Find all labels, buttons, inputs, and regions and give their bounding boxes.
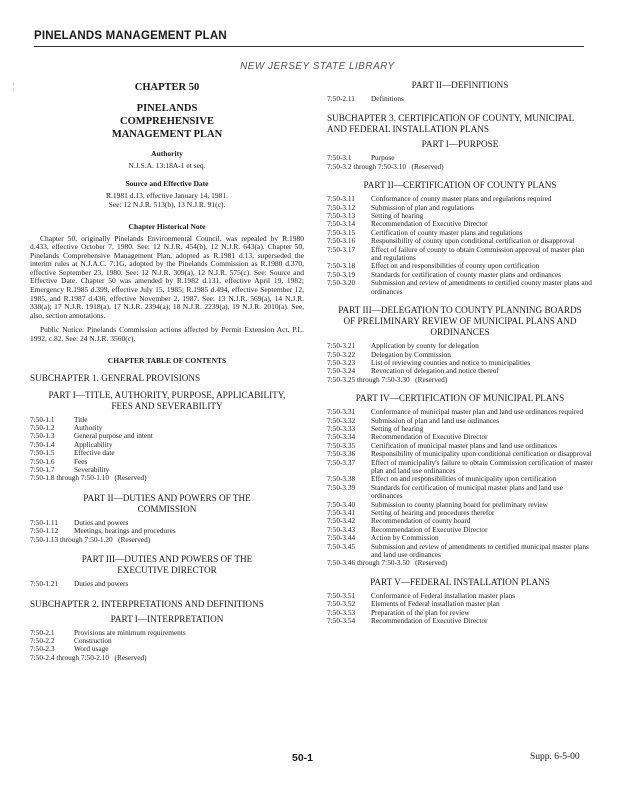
toc-entry-title: Submission of plan and land use ordinances bbox=[371, 415, 500, 425]
toc-entry-title: Fees bbox=[74, 456, 88, 466]
history-heading: Chapter Historical Note bbox=[128, 221, 206, 231]
toc-entry-title: Duties and powers bbox=[74, 517, 129, 527]
authority-citation: N.J.S.A. 13:18A-1 et seq. bbox=[128, 161, 206, 170]
toc-entry-title: Certification of municipal master plans and land use ordinances bbox=[371, 440, 558, 450]
toc-entry bbox=[30, 432, 304, 440]
left-column bbox=[30, 78, 304, 662]
toc-entry-number: 7:50-1.4 bbox=[30, 439, 55, 449]
toc-entry-title: Conformance of county master plans and regulations required bbox=[371, 194, 552, 204]
toc-entry-title: Submission of plan and regulations bbox=[371, 202, 474, 212]
toc-entry bbox=[30, 637, 304, 645]
toc-entry-title: General purpose and intent bbox=[74, 431, 153, 441]
toc-entry-number: 7:50-3.32 bbox=[327, 415, 356, 425]
toc-entry-title: Action by Commission bbox=[371, 533, 439, 543]
toc-entry-title: Responsibility of municipality upon conditional certification or disapproval bbox=[371, 449, 592, 459]
toc-entry-number: 7:50-3.42 bbox=[327, 516, 356, 526]
toc-entry-title: List of reviewing counties and notice to municipalities bbox=[371, 357, 531, 367]
toc-entry-number: 7:50-2.11 bbox=[327, 94, 355, 103]
toc-entry-number: 7:50-1.1 bbox=[30, 414, 55, 424]
toc-entry-number: 7:50-3.35 bbox=[327, 440, 356, 450]
toc-entry bbox=[327, 484, 593, 501]
toc-entry bbox=[327, 246, 593, 263]
toc-entry-title: Recommendation of Executive Director bbox=[371, 219, 488, 229]
toc-entry bbox=[327, 95, 593, 103]
toc-entry-number: 7:50-3.53 bbox=[327, 607, 356, 617]
source-heading: Source and Effective Date bbox=[125, 178, 209, 188]
sub3-part5-entries bbox=[327, 592, 593, 626]
sub3-part1-range: 7:50-3.2 through 7:50-3.10 (Reserved) bbox=[327, 161, 444, 171]
sub1-part3-heading: PART III—DUTIES AND POWERS OF THE EXECUTIVE DIRECTOR bbox=[81, 554, 253, 576]
toc-entry bbox=[30, 458, 304, 466]
toc-entry-title: Applicability bbox=[74, 439, 113, 449]
toc-entry bbox=[30, 441, 304, 449]
toc-entry-title: Setting of hearing and procedures therefor bbox=[371, 508, 495, 517]
sub3-part4-range: 7:50-3.46 through 7:50-3.50 (Reserved) bbox=[327, 558, 448, 568]
sub1-part2-range: 7:50-1.13 through 7:50-1.20 (Reserved) bbox=[30, 534, 151, 544]
sub3-part1-heading: PART I—PURPOSE bbox=[421, 139, 499, 150]
toc-entry bbox=[30, 449, 304, 457]
toc-entry-number: 7:50-3.16 bbox=[327, 236, 356, 246]
sub2-part2-heading: PART II—DEFINITIONS bbox=[411, 80, 509, 90]
toc-entry-title: Responsibility of county upon conditional certification or disapproval bbox=[371, 236, 575, 246]
toc-entry-title: Effect of failure of county to obtain Commission approval of master plan and regulations bbox=[371, 244, 585, 263]
toc-entry-title: Effect on and responsibilities of municipality upon certification bbox=[371, 474, 557, 484]
toc-heading: CHAPTER TABLE OF CONTENTS bbox=[107, 355, 227, 365]
toc-entry-title: Severability bbox=[74, 465, 110, 475]
authority-heading: Authority bbox=[151, 149, 183, 158]
toc-entry-number: 7:50-1.5 bbox=[30, 448, 55, 458]
sub3-part3-entries bbox=[327, 342, 593, 376]
source-see-line: See: 12 N.J.R. 513(b), 13 N.J.R. 91(c). bbox=[108, 200, 226, 209]
toc-entry-title: Submission and review of amendments to certified municipal master plans and land use ordinances bbox=[371, 541, 589, 560]
sub3-part3-heading: PART III—DELEGATION TO COUNTY PLANNING BOARDS OF PRELIMINARY REVIEW OF MUNICIPAL PLANS AND ORDINANCES bbox=[338, 305, 582, 338]
sub2-part1-heading: PART I—INTERPRETATION bbox=[110, 613, 224, 624]
sub1-part2-heading: PART II—DUTIES AND POWERS OF THE COMMISSION bbox=[83, 492, 251, 514]
toc-entry-title: Recommendation of county board bbox=[371, 516, 471, 526]
toc-entry-number: 7:50-3.37 bbox=[327, 457, 356, 467]
toc-entry-number: 7:50-1.3 bbox=[30, 431, 55, 441]
toc-entry-title: Word usage bbox=[74, 644, 109, 654]
sub2-part1-range: 7:50-2.4 through 7:50-2.10 (Reserved) bbox=[30, 652, 147, 662]
public-notice: Public Notice: Pinelands Commission actions affected by Permit Extension Act, P.L. 1992, c.82. See: 24 N.J.R. 3560(c). bbox=[30, 325, 304, 344]
toc-entry-number: 7:50-3.43 bbox=[327, 524, 356, 534]
sub1-part1-entries bbox=[30, 416, 304, 475]
toc-entry-number: 7:50-3.38 bbox=[327, 474, 356, 484]
right-column bbox=[327, 78, 593, 625]
toc-entry bbox=[30, 629, 304, 637]
toc-entry-title: Setting of hearing bbox=[371, 423, 424, 433]
toc-entry-title: Certification of county master plans and regulations bbox=[371, 227, 523, 237]
toc-entry-number: 7:50-3.17 bbox=[327, 244, 356, 254]
toc-entry-title: Effect of municipality's failure to obtain Commission certification of master plan and land use ordinances bbox=[371, 457, 593, 475]
toc-entry bbox=[30, 424, 304, 432]
toc-entry-title: Authority bbox=[74, 423, 103, 433]
toc-entry-number: 7:50-2.2 bbox=[30, 635, 55, 645]
toc-entry-number: 7:50-3.18 bbox=[327, 261, 356, 271]
toc-entry-number: 7:50-3.12 bbox=[327, 202, 356, 212]
toc-entry bbox=[327, 204, 593, 212]
toc-entry-title: Conformance of municipal master plan and land use ordinances required bbox=[371, 407, 584, 417]
toc-entry-number: 7:50-3.13 bbox=[327, 211, 356, 221]
sub2-part2-entries bbox=[327, 95, 593, 103]
history-note: Chapter 50, originally Pinelands Environmental Council, was repealed by R.1980 d.433, effective October 7, 1980. See: 12 N.J.R. 454(b), 12 N.J.R. 643(a). Chapter 50, Pinelands Comprehensive Management Plan, adopted as R.1981 d.13, superseded the interim rules at N.J.A.C. 7:1G, adopted by the Pinelands Commission as R.1980 d.370, effective September 23, 1980. See: 12 N.J.R. 309(a), 12 N.J.R. 575(c). See: Source and Effective Date. Chapter 50 was amended by R.1982 d.131, effective April 19, 1982; Emergency R.1985 d.399, effective July 15, 1985; R.1985 d.494, effective September 12, 1985, and R.1987 d.436, effective November 2, 1987. See: 13 N.J.R. 569(a), 14 N.J.R. 338(a); 17 N.J.R. 1918(a), 17 N.J.R. 2394(a); 18 N.J.R. 2239(a), 19 N.J.R. 2010(a). See, also, section annotations. bbox=[30, 233, 304, 320]
toc-entry bbox=[327, 526, 593, 534]
header-rule bbox=[34, 46, 584, 47]
toc-entry-title: Effect on and responsibilities of county upon certification bbox=[371, 261, 540, 271]
toc-entry bbox=[30, 580, 304, 588]
toc-entry-number: 7:50-3.54 bbox=[327, 616, 356, 626]
toc-entry-number: 7:50-3.52 bbox=[327, 599, 356, 609]
toc-entry-number: 7:50-3.44 bbox=[327, 533, 356, 543]
toc-entry-number: 7:50-3.24 bbox=[327, 366, 356, 376]
source-line: R.1981 d.13, effective January 14, 1981. bbox=[106, 190, 228, 200]
toc-entry-number: 7:50-3.20 bbox=[327, 278, 356, 288]
toc-entry bbox=[327, 342, 593, 350]
running-head: PINELANDS MANAGEMENT PLAN bbox=[34, 30, 227, 42]
toc-entry-number: 7:50-3.40 bbox=[327, 499, 356, 509]
toc-entry-number: 7:50-3.51 bbox=[327, 590, 356, 600]
toc-entry-number: 7:50-3.33 bbox=[327, 423, 356, 433]
toc-entry-number: 7:50-2.1 bbox=[30, 627, 55, 637]
chapter-number: CHAPTER 50 bbox=[134, 82, 200, 93]
page-number: 50-1 bbox=[292, 752, 314, 764]
toc-entry-number: 7:50-3.31 bbox=[327, 407, 356, 417]
toc-entry-title: Revocation of delegation and notice thereof bbox=[371, 366, 499, 376]
toc-entry bbox=[327, 543, 593, 560]
sub3-part2-heading: PART II—CERTIFICATION OF COUNTY PLANS bbox=[363, 180, 557, 191]
toc-entry bbox=[30, 416, 304, 424]
toc-entry-number: 7:50-3.41 bbox=[327, 508, 356, 517]
sub1-part2-entries bbox=[30, 519, 304, 536]
sub3-part5-heading: PART V—FEDERAL INSTALLATION PLANS bbox=[370, 576, 550, 587]
toc-entry-number: 7:50-1.12 bbox=[30, 526, 59, 536]
toc-entry-title: Purpose bbox=[371, 153, 395, 163]
toc-entry-title: Construction bbox=[74, 635, 112, 645]
toc-entry-title: Submission and review of amendments to certified county master plans and ordinances bbox=[371, 278, 592, 296]
toc-entry-title: Elements of Federal installation master plan bbox=[371, 599, 500, 609]
toc-entry-number: 7:50-1.11 bbox=[30, 517, 58, 527]
toc-entry bbox=[327, 417, 593, 425]
sub3-part2-entries bbox=[327, 195, 593, 296]
toc-entry-number: 7:50-3.45 bbox=[327, 541, 356, 551]
toc-entry-number: 7:50-3.21 bbox=[327, 341, 356, 351]
margin-mark: ¦ bbox=[13, 82, 15, 91]
toc-entry-number: 7:50-1.2 bbox=[30, 423, 55, 433]
supplement-date: Supp. 6-5-00 bbox=[530, 752, 580, 762]
sub3-part4-entries bbox=[327, 408, 593, 559]
toc-entry-title: Duties and powers bbox=[74, 579, 129, 589]
toc-entry-title: Recommendation of Executive Director bbox=[371, 616, 488, 626]
sub1-part1-range: 7:50-1.8 through 7:50-1.10 (Reserved) bbox=[30, 473, 147, 483]
chapter-title: PINELANDS COMPREHENSIVE MANAGEMENT PLAN bbox=[111, 103, 223, 140]
toc-entry-title: Submission to county planning board for preliminary review bbox=[371, 499, 548, 509]
sub1-part3-entries bbox=[30, 580, 304, 588]
toc-entry-number: 7:50-1.21 bbox=[30, 579, 59, 589]
toc-entry-title: Application by county for delegation bbox=[371, 341, 479, 351]
toc-entry-number: 7:50-3.22 bbox=[327, 349, 356, 359]
library-stamp: NEW JERSEY STATE LIBRARY bbox=[240, 60, 395, 72]
subchapter-2-heading: SUBCHAPTER 2. INTERPRETATIONS AND DEFINITIONS bbox=[30, 598, 264, 609]
sub3-part4-heading: PART IV—CERTIFICATION OF MUNICIPAL PLANS bbox=[355, 393, 565, 404]
toc-entry-number: 7:50-3.19 bbox=[327, 269, 356, 279]
toc-entry-number: 7:50-3.23 bbox=[327, 357, 356, 367]
toc-entry bbox=[327, 617, 593, 625]
toc-entry-number: 7:50-3.34 bbox=[327, 432, 356, 442]
toc-entry-number: 7:50-2.3 bbox=[30, 644, 55, 654]
toc-entry-title: Standards for certification of municipal master plans and land use ordinances bbox=[371, 482, 563, 501]
toc-entry-number: 7:50-3.14 bbox=[327, 219, 356, 229]
toc-entry-title: Definitions bbox=[371, 94, 404, 103]
toc-entry-title: Recommendation of Executive Director bbox=[371, 432, 488, 442]
sub3-part3-range: 7:50-3.25 through 7:50-3.30 (Reserved) bbox=[327, 374, 448, 384]
source-citation bbox=[30, 191, 304, 210]
toc-entry-title: Meetings, hearings and procedures bbox=[74, 526, 176, 536]
sub2-part1-entries bbox=[30, 629, 304, 654]
sub1-part1-heading: PART I—TITLE, AUTHORITY, PURPOSE, APPLICABILITY, FEES AND SEVERABILITY bbox=[48, 389, 286, 411]
toc-entry-title: Delegation by Commission bbox=[371, 349, 451, 359]
toc-entry-number: 7:50-3.1 bbox=[327, 153, 352, 163]
toc-entry-title: Title bbox=[74, 414, 88, 424]
subchapter-3-heading: SUBCHAPTER 3. CERTIFICATION OF COUNTY, MUNICIPAL AND FEDERAL INSTALLATION PLANS bbox=[327, 113, 574, 135]
toc-entry-number: 7:50-3.11 bbox=[327, 194, 355, 204]
toc-entry-title: Setting of hearing bbox=[371, 211, 424, 221]
toc-entry bbox=[327, 459, 593, 476]
toc-entry-number: 7:50-3.39 bbox=[327, 482, 356, 492]
toc-entry-title: Conformance of Federal installation master plans bbox=[371, 590, 516, 600]
toc-entry bbox=[327, 279, 593, 296]
toc-entry-title: Recommendation of Executive Director bbox=[371, 524, 488, 534]
subchapter-1-heading: SUBCHAPTER 1. GENERAL PROVISIONS bbox=[30, 372, 201, 383]
toc-entry-title: Provisions are minimum requirements bbox=[74, 627, 186, 637]
toc-entry-title: Standards for certification of county master plans and ordinances bbox=[371, 269, 562, 279]
toc-entry-title: Effective date bbox=[74, 448, 115, 458]
toc-entry-number: 7:50-3.36 bbox=[327, 449, 356, 459]
toc-entry-number: 7:50-1.6 bbox=[30, 456, 55, 466]
toc-entry-number: 7:50-1.7 bbox=[30, 465, 55, 475]
toc-entry-title: Preparation of the plan for review bbox=[371, 607, 470, 617]
toc-entry-number: 7:50-3.15 bbox=[327, 227, 356, 237]
